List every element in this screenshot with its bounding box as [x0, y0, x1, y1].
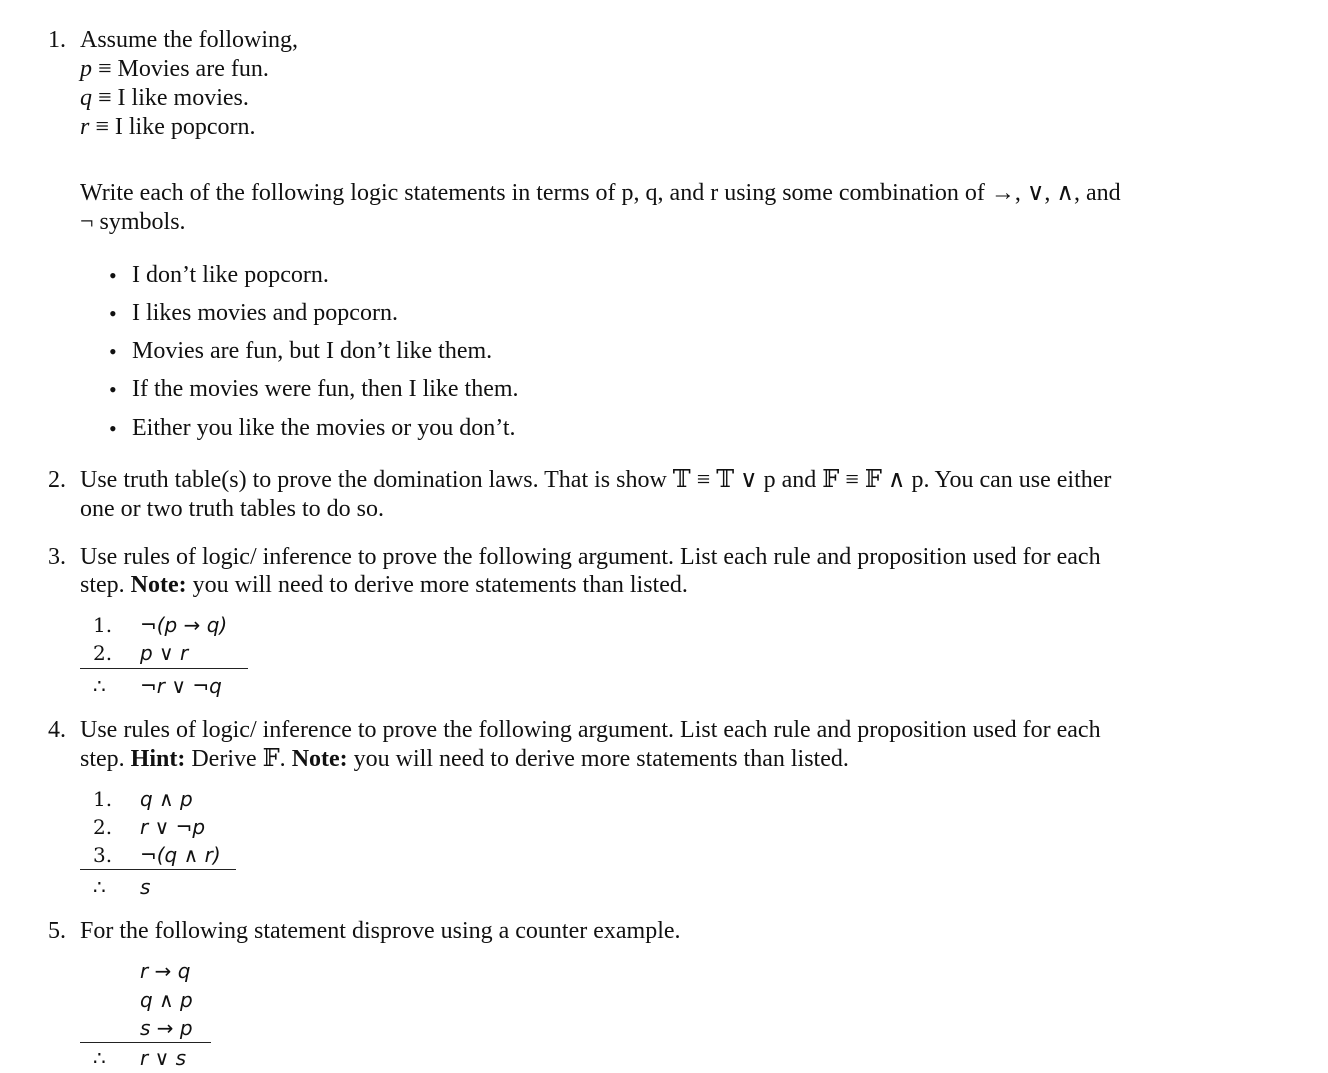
q3-therefore: ∴: [93, 674, 106, 698]
bullet-dot: •: [109, 339, 117, 364]
def-equiv: ≡: [98, 85, 112, 111]
q1-def-q: [80, 84, 249, 113]
q4-premise-2-label: 2.: [93, 815, 113, 839]
q4-conclusion-rule: [80, 869, 236, 870]
q3-line2: [80, 571, 688, 600]
q5-line1: For the following statement disprove using a counter example.: [80, 918, 681, 944]
q4-line1: Use rules of logic/ inference to prove the following argument. List each rule and proposition used for each: [80, 717, 1101, 743]
q4-line2-prefix: step.: [80, 746, 131, 772]
q4-premise-3: ¬(q ∧ r): [140, 843, 221, 867]
def-equiv: ≡: [95, 114, 109, 140]
q2-number: 2.: [48, 467, 66, 493]
q1-def-p: [80, 55, 269, 84]
q3-premise-2: p ∨ r: [140, 641, 189, 665]
q1-instruction-line2: ¬ symbols.: [80, 209, 186, 235]
q5-conclusion: r ∨ s: [140, 1046, 186, 1070]
q3-line1: Use rules of logic/ inference to prove the following argument. List each rule and proposition used for each: [80, 544, 1101, 570]
q1-bullet-5: Either you like the movies or you don’t.: [132, 415, 516, 441]
bullet-dot: •: [109, 416, 117, 441]
q3-premise-1: ¬(p → q): [140, 613, 228, 637]
q2-line2: one or two truth tables to do so.: [80, 496, 384, 522]
def-var: q: [80, 85, 92, 111]
bullet-dot: •: [109, 301, 117, 326]
q3-number: 3.: [48, 544, 66, 570]
q1-bullet-4: If the movies were fun, then I like them.: [132, 376, 519, 402]
q4-conclusion: s: [140, 875, 151, 899]
q5-premise-1: r → q: [140, 959, 191, 983]
q4-line2: [80, 745, 849, 774]
q2-line1: Use truth table(s) to prove the domination laws. That is show 𝕋 ≡ 𝕋 ∨ p and 𝔽 ≡ 𝔽 ∧ p. You can use either: [80, 467, 1112, 493]
def-equiv: ≡: [98, 56, 112, 82]
q5-number: 5.: [48, 918, 66, 944]
q3-line2-rest: you will need to derive more statements than listed.: [186, 572, 688, 598]
q1-number: 1.: [48, 27, 66, 53]
bullet-dot: •: [109, 263, 117, 288]
q3-premise-1-label: 1.: [93, 613, 113, 637]
q3-conclusion-rule: [80, 668, 248, 669]
q5-premise-3: s → p: [140, 1016, 193, 1040]
q3-premise-2-label: 2.: [93, 641, 113, 665]
q4-note-label: Note:: [291, 746, 348, 772]
q4-line2-mid: Derive 𝔽.: [185, 746, 292, 772]
q3-conclusion: ¬r ∨ ¬q: [140, 674, 222, 698]
q5-therefore: ∴: [93, 1046, 106, 1070]
q4-premise-1-label: 1.: [93, 787, 113, 811]
def-var: p: [80, 56, 92, 82]
q5-conclusion-rule: [80, 1042, 211, 1043]
q1-bullet-2: I likes movies and popcorn.: [132, 300, 398, 326]
q4-premise-2: r ∨ ¬p: [140, 815, 206, 839]
q1-instruction-line1: Write each of the following logic statements in terms of p, q, and r using some combination of →, ∨, ∧, and: [80, 180, 1121, 206]
def-text: I like movies.: [117, 85, 249, 111]
bullet-dot: •: [109, 377, 117, 402]
def-text: Movies are fun.: [117, 56, 269, 82]
q4-therefore: ∴: [93, 875, 106, 899]
def-text: I like popcorn.: [114, 114, 256, 140]
q5-premise-2: q ∧ p: [140, 988, 193, 1012]
q1-intro: Assume the following,: [80, 27, 298, 53]
q1-def-r: [80, 113, 256, 142]
q4-line2-rest: you will need to derive more statements than listed.: [347, 746, 849, 772]
q4-premise-1: q ∧ p: [140, 787, 193, 811]
q3-line2-prefix: step.: [80, 572, 131, 598]
q1-bullet-1: I don’t like popcorn.: [132, 262, 329, 288]
q1-bullet-3: Movies are fun, but I don’t like them.: [132, 338, 493, 364]
q4-number: 4.: [48, 717, 66, 743]
q3-note-label: Note:: [130, 572, 187, 598]
def-var: r: [80, 114, 90, 140]
q4-premise-3-label: 3.: [93, 843, 113, 867]
q4-hint-label: Hint:: [130, 746, 186, 772]
